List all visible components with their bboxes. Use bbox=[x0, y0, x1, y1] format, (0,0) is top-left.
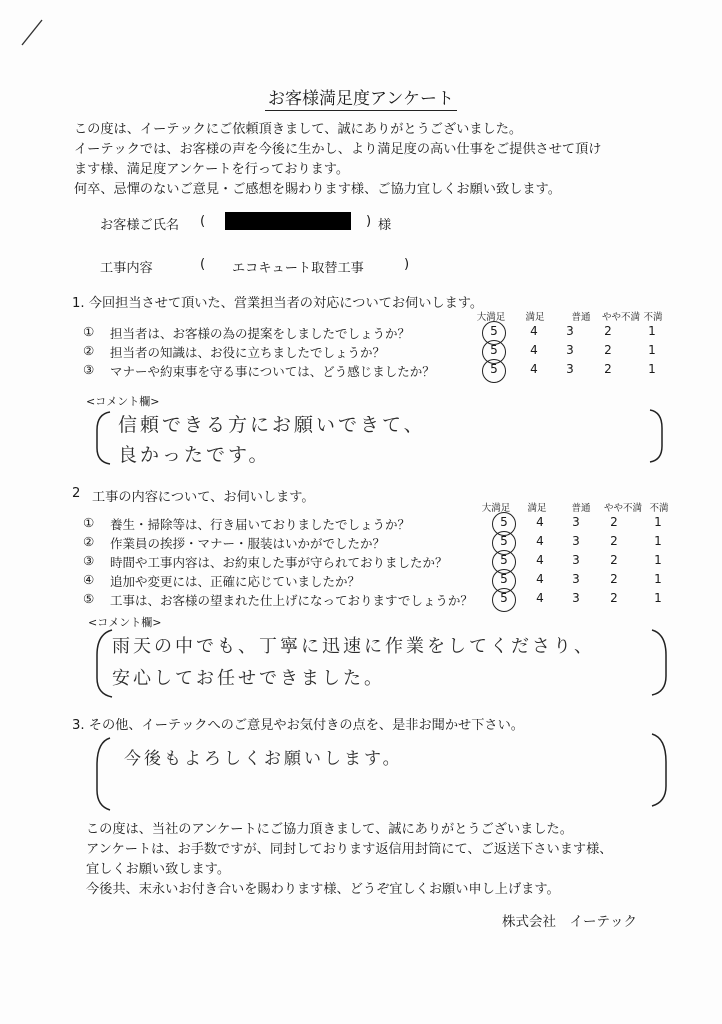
rating-option-3[interactable]: 3 bbox=[566, 324, 574, 338]
question-text: 養生・掃除等は、行き届いておりましたでしょうか？ bbox=[110, 517, 411, 532]
rating-option-2[interactable]: 2 bbox=[610, 591, 618, 605]
rating-option-3[interactable]: 3 bbox=[572, 534, 580, 548]
rating-option-5-selected[interactable]: 5 bbox=[494, 591, 514, 605]
selection-circle bbox=[482, 359, 506, 383]
question-text: 担当者は、お客様の為の提案をしましたでしょうか？ bbox=[110, 326, 411, 341]
handwritten-comment-line: 安心してお任せできました。 bbox=[112, 668, 385, 689]
rating-option-5-selected[interactable]: 5 bbox=[484, 343, 504, 357]
rating-option-1[interactable]: 1 bbox=[654, 572, 662, 586]
header-very-satisfied: 大満足 bbox=[476, 312, 506, 323]
rating-option-2[interactable]: 2 bbox=[610, 572, 618, 586]
section2-title: 工事の内容について、お伺いします。 bbox=[92, 490, 315, 505]
rating-option-5-selected[interactable]: 5 bbox=[494, 572, 514, 586]
rating-option-4[interactable]: 4 bbox=[536, 553, 544, 567]
intro-line-3: ます様、満足度アンケートを行っております。 bbox=[74, 162, 350, 177]
section3-title: 3. その他、イーテックへのご意見やお気付きの点を、是非お聞かせ下さい。 bbox=[72, 718, 524, 733]
handwritten-comment-line: 今後もよろしくお願いします。 bbox=[124, 749, 403, 769]
rating-option-1[interactable]: 1 bbox=[654, 553, 662, 567]
handwritten-comment-line: 良かったです。 bbox=[118, 444, 271, 466]
rating-option-2[interactable]: 2 bbox=[604, 362, 612, 376]
work-label: 工事内容 bbox=[100, 261, 153, 276]
rating-option-4[interactable]: 4 bbox=[530, 324, 538, 338]
rating-option-4[interactable]: 4 bbox=[536, 515, 544, 529]
question-marker: ① bbox=[83, 324, 95, 339]
rating-option-3[interactable]: 3 bbox=[566, 362, 574, 376]
question-marker: ⑤ bbox=[83, 591, 95, 606]
closing-line-4: 今後共、末永いお付き合いを賜わります様、どうぞ宜しくお願い申し上げます。 bbox=[86, 882, 560, 897]
rating-option-1[interactable]: 1 bbox=[648, 324, 656, 338]
question-marker: ③ bbox=[83, 553, 95, 568]
rating-option-5-selected[interactable]: 5 bbox=[494, 534, 514, 548]
header-dissatisfied: 不満 bbox=[643, 312, 663, 323]
rating-option-5-selected[interactable]: 5 bbox=[484, 362, 504, 376]
handwritten-comment-line: 雨天の中でも、丁寧に迅速に作業をしてくださり、 bbox=[112, 636, 595, 657]
intro-line-4: 何卒、忌憚のないご意見・ご感想を賜わります様、ご協力宜しくお願い致します。 bbox=[74, 182, 561, 197]
rating-option-2[interactable]: 2 bbox=[610, 553, 618, 567]
rating-option-3[interactable]: 3 bbox=[566, 343, 574, 357]
question-marker: ② bbox=[83, 343, 95, 358]
question-text: マナーや約束事を守る事については、どう感じましたか？ bbox=[110, 364, 435, 379]
customer-name-label: お客様ご氏名 bbox=[100, 218, 180, 233]
rating-option-5-selected[interactable]: 5 bbox=[494, 553, 514, 567]
rating-option-4[interactable]: 4 bbox=[536, 572, 544, 586]
work-close-paren: ) bbox=[404, 257, 410, 272]
header-neutral: 普通 bbox=[571, 503, 591, 514]
handwritten-comment-line: 信頼できる方にお願いできて、 bbox=[118, 414, 426, 436]
rating-option-4[interactable]: 4 bbox=[530, 343, 538, 357]
rating-option-1[interactable]: 1 bbox=[654, 534, 662, 548]
header-somewhat-dissatisfied: やや不満 bbox=[601, 312, 640, 323]
question-text: 時間や工事内容は、お約束した事が守られておりましたか？ bbox=[110, 555, 448, 570]
rating-option-1[interactable]: 1 bbox=[654, 591, 662, 605]
question-text: 担当者の知識は、お役に立ちましたでしょうか？ bbox=[110, 345, 386, 360]
rating-option-4[interactable]: 4 bbox=[536, 591, 544, 605]
closing-line-2: アンケートは、お手数ですが、同封しております返信用封筒にて、ご返送下さいます様、 bbox=[86, 842, 613, 857]
header-satisfied: 満足 bbox=[525, 312, 545, 323]
comment-label: <コメント欄> bbox=[86, 395, 160, 408]
rating-option-1[interactable]: 1 bbox=[654, 515, 662, 529]
question-text: 作業員の挨拶・マナー・服装はいかがでしたか？ bbox=[110, 536, 386, 551]
rating-option-2[interactable]: 2 bbox=[610, 534, 618, 548]
work-value: エコキュート取替工事 bbox=[232, 261, 364, 276]
header-somewhat-dissatisfied: やや不満 bbox=[603, 503, 642, 514]
question-text: 追加や変更には、正確に応じていましたか？ bbox=[110, 574, 361, 589]
rating-option-3[interactable]: 3 bbox=[572, 591, 580, 605]
redacted-name bbox=[225, 212, 351, 230]
rating-option-1[interactable]: 1 bbox=[648, 362, 656, 376]
work-open-paren: ( bbox=[200, 257, 206, 272]
rating-option-1[interactable]: 1 bbox=[648, 343, 656, 357]
customer-suffix: 様 bbox=[378, 218, 392, 233]
intro-line-2: イーテックでは、お客様の声を今後に生かし、より満足度の高い仕事をご提供させて頂け bbox=[74, 142, 602, 157]
question-marker: ② bbox=[83, 534, 95, 549]
header-neutral: 普通 bbox=[571, 312, 591, 323]
intro-line-1: この度は、イーテックにご依頼頂きまして、誠にありがとうございました。 bbox=[74, 122, 523, 137]
rating-option-5-selected[interactable]: 5 bbox=[484, 324, 504, 338]
header-dissatisfied: 不満 bbox=[649, 503, 669, 514]
question-text: 工事は、お客様の望まれた仕上げになっておりますでしょうか？ bbox=[110, 593, 473, 608]
closing-line-1: この度は、当社のアンケートにご協力頂きまして、誠にありがとうございました。 bbox=[86, 822, 573, 837]
comment-label: <コメント欄> bbox=[88, 616, 162, 629]
rating-option-3[interactable]: 3 bbox=[572, 515, 580, 529]
rating-option-5-selected[interactable]: 5 bbox=[494, 515, 514, 529]
customer-open-paren: ( bbox=[200, 214, 206, 229]
question-marker: ③ bbox=[83, 362, 95, 377]
closing-line-3: 宜しくお願い致します。 bbox=[86, 862, 231, 877]
company-name: 株式会社 イーテック bbox=[502, 914, 637, 930]
header-very-satisfied: 大満足 bbox=[481, 503, 511, 514]
page-title: お客様満足度アンケート bbox=[0, 84, 722, 109]
rating-option-3[interactable]: 3 bbox=[572, 553, 580, 567]
question-marker: ④ bbox=[83, 572, 95, 587]
rating-option-4[interactable]: 4 bbox=[536, 534, 544, 548]
rating-option-3[interactable]: 3 bbox=[572, 572, 580, 586]
rating-option-2[interactable]: 2 bbox=[610, 515, 618, 529]
question-marker: ① bbox=[83, 515, 95, 530]
header-satisfied: 満足 bbox=[527, 503, 547, 514]
section1-title: 1. 今回担当させて頂いた、営業担当者の対応についてお伺いします。 bbox=[72, 296, 484, 311]
rating-option-2[interactable]: 2 bbox=[604, 324, 612, 338]
section2-number: 2 bbox=[72, 486, 81, 501]
rating-option-2[interactable]: 2 bbox=[604, 343, 612, 357]
rating-option-4[interactable]: 4 bbox=[530, 362, 538, 376]
customer-close-paren: ) bbox=[366, 214, 372, 229]
selection-circle bbox=[492, 588, 516, 612]
